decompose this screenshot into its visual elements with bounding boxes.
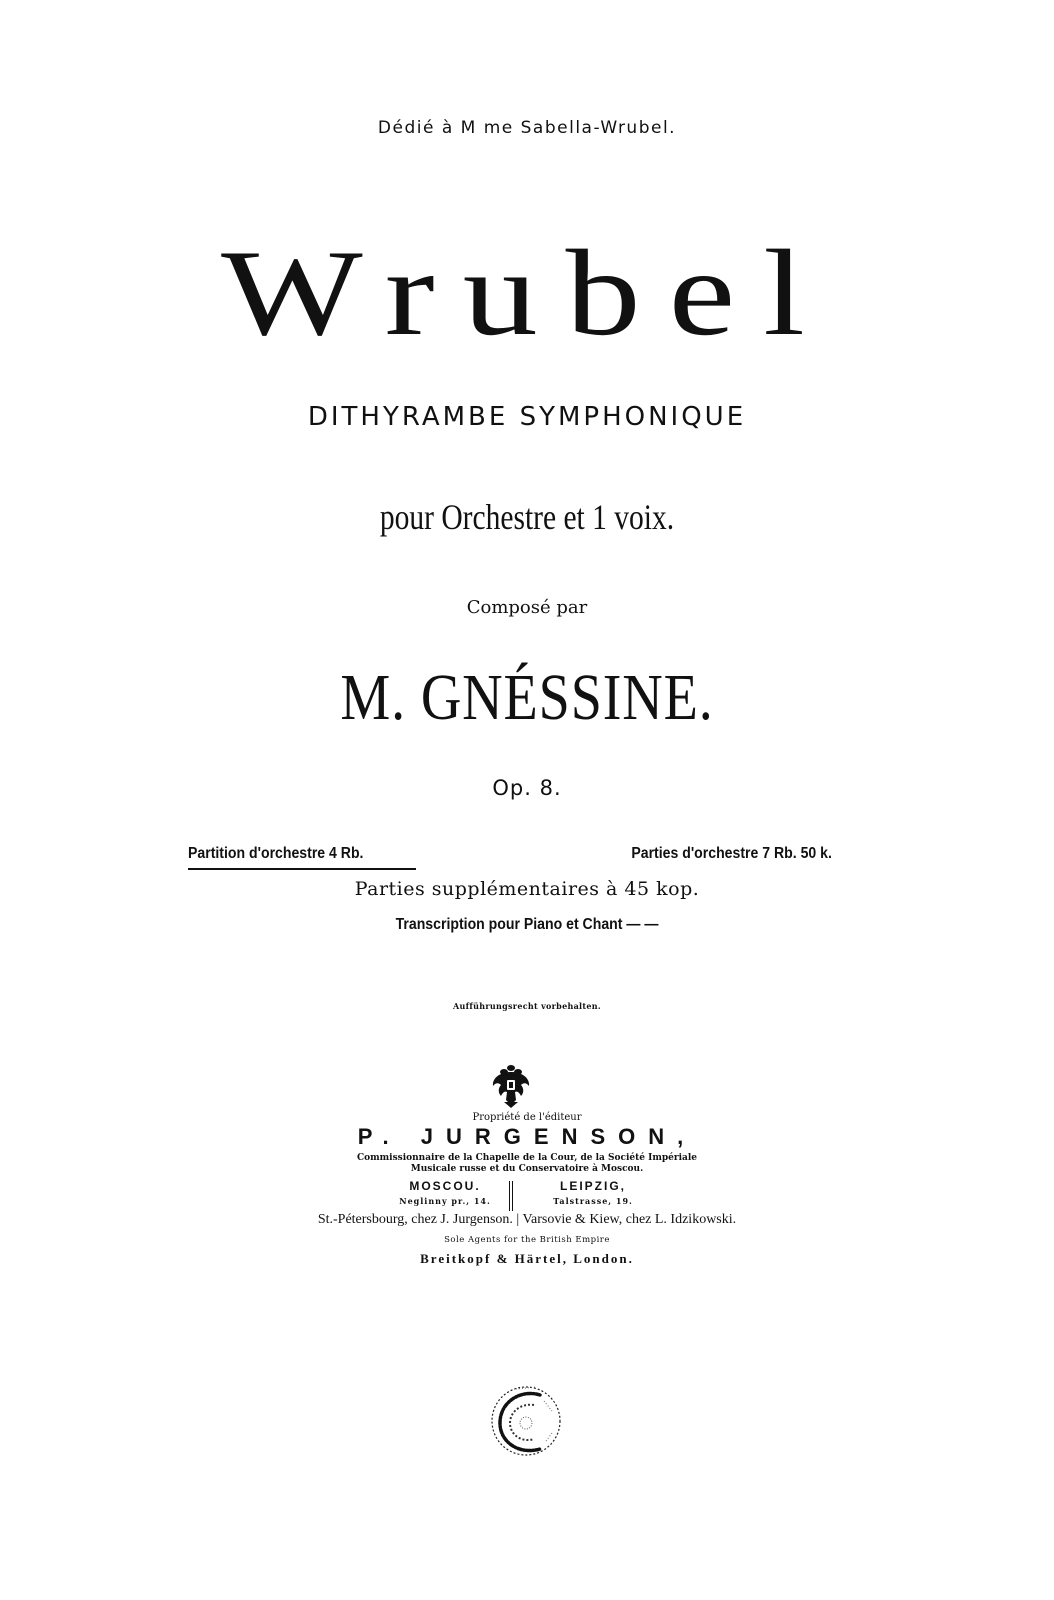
moscow-address: Neglinny pr., 14. (399, 1196, 491, 1206)
publisher-court-line: Commissionnaire de la Chapelle de la Cour, de la Société Impériale (356, 1153, 698, 1163)
moscow-city: MOSCOU. (409, 1179, 481, 1193)
work-title: Wrubel (221, 224, 833, 362)
work-subtitle: DITHYRAMBE SYMPHONIQUE (307, 402, 747, 432)
price-extra-parts: Parties supplémentaires à 45 kop. (354, 878, 700, 900)
library-stamp-icon (486, 1381, 566, 1461)
price-score: Partition d'orchestre 4 Rb. (188, 845, 364, 862)
agents-label: Sole Agents for the British Empire (444, 1235, 610, 1245)
leipzig-address-block (528, 1179, 658, 1206)
dedication: Dédié à M me Sabella-Wrubel. (377, 118, 677, 138)
performance-rights-notice: Aufführungsrecht vorbehalten. (453, 1001, 601, 1011)
composer-name: M. GNÉSSINE. (340, 661, 714, 734)
city-divider (509, 1181, 513, 1211)
leipzig-city: LEIPZIG, (559, 1179, 626, 1193)
price-parts: Parties d'orchestre 7 Rb. 50 k. (631, 845, 832, 862)
moscow-address-block (380, 1179, 510, 1206)
price-score-underline (188, 868, 416, 870)
instrumentation: pour Orchestre et 1 voix. (379, 497, 675, 537)
publisher-conservatory-line: Musicale russe et du Conservatoire à Moscou. (410, 1164, 644, 1174)
composed-by-label: Composé par (466, 597, 588, 618)
publisher-branches: St.-Pétersbourg, chez J. Jurgenson. | Varsovie & Kiew, chez L. Idzikowski. (317, 1212, 737, 1227)
agents-name: Breitkopf & Härtel, London. (420, 1251, 634, 1266)
price-transcription: Transcription pour Piano et Chant — — (395, 916, 659, 933)
imperial-eagle-icon (490, 1064, 532, 1108)
opus-number: Op. 8. (492, 776, 562, 800)
publisher-label: Propriété de l'éditeur (472, 1112, 582, 1123)
leipzig-address: Talstrasse, 19. (553, 1196, 633, 1206)
publisher-name: P. JURGENSON, (357, 1124, 697, 1149)
